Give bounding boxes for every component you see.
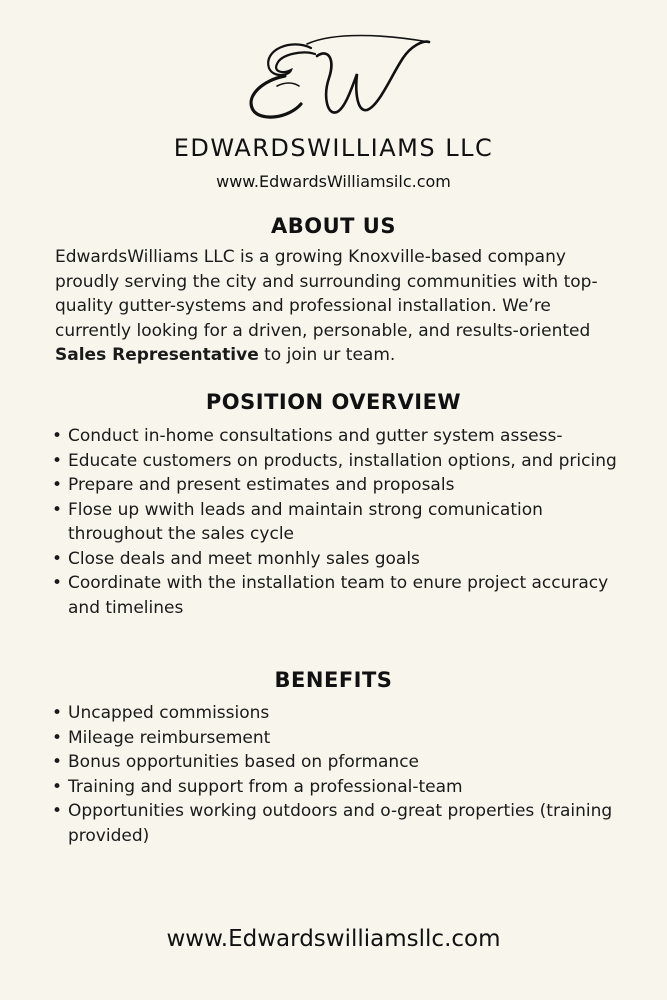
about-text-highlight: Sales Representative [55,345,259,365]
bullet-icon: • [52,703,63,723]
list-item-text: Training and support from a professional-team [68,776,463,797]
bullet-icon: • [52,426,63,446]
list-item-text: Close deals and meet monhly sales goals [68,548,420,569]
list-item [50,498,630,547]
bullet-icon: • [52,450,63,471]
bullet-icon: • [52,727,63,748]
ew-monogram-logo [233,30,433,130]
benefits-heading: BENEFITS [274,668,393,692]
about-us-heading: ABOUT US [271,214,396,238]
position-overview-list [50,424,630,620]
list-item-text: Coordinate with the installation team to enure project accuracy and timelines [68,573,609,618]
website-url-footer[interactable]: www.Edwardswilliamsllc.com [166,926,501,952]
list-item [50,750,630,775]
list-item-text: Prepare and present estimates and proposals [68,475,455,495]
about-us-text [55,245,625,368]
list-item-text: Conduct in-home consultations and gutter system assess- [68,426,563,446]
list-item [50,547,630,572]
bullet-icon: • [52,573,63,593]
website-url-top[interactable]: www.EdwardsWilliamsilc.com [216,172,451,191]
bullet-icon: • [52,548,63,569]
list-item [50,799,630,848]
bullet-icon: • [52,475,63,495]
bullet-icon: • [52,776,63,797]
bullet-icon: • [52,499,63,520]
list-item-text: Bonus opportunities based on pformance [68,752,420,772]
benefits-list [50,701,630,848]
list-item [50,424,630,449]
position-overview-heading: POSITION OVERVIEW [205,390,462,414]
bullet-icon: • [52,801,63,821]
list-item [50,473,630,498]
company-name: EDWARDSWILLIAMS LLC [173,134,494,162]
company-logo [233,30,433,130]
list-item [50,571,630,620]
about-text-intro: EdwardsWilliams LLC is a growing Knoxville-based company proudly serving the city and surrounding communities with top-quality gutter-systems and professional installation. We’re currently looking for a driven, personable, and results-oriented [55,247,598,341]
list-item-text: Educate customers on products, installation options, and pricing [68,450,617,471]
list-item [50,701,630,726]
list-item-text: Mileage reimbursement [68,727,271,748]
list-item-text: Flose up wwith leads and maintain strong comunication throughout the sales cycle [68,499,543,544]
list-item-text: Uncapped commissions [68,703,270,723]
bullet-icon: • [52,752,63,772]
about-text-closing: to join ur team. [258,345,396,365]
list-item [50,726,630,751]
list-item-text: Opportunities working outdoors and o-great properties (training provided) [68,801,613,846]
list-item [50,449,630,474]
list-item [50,775,630,800]
